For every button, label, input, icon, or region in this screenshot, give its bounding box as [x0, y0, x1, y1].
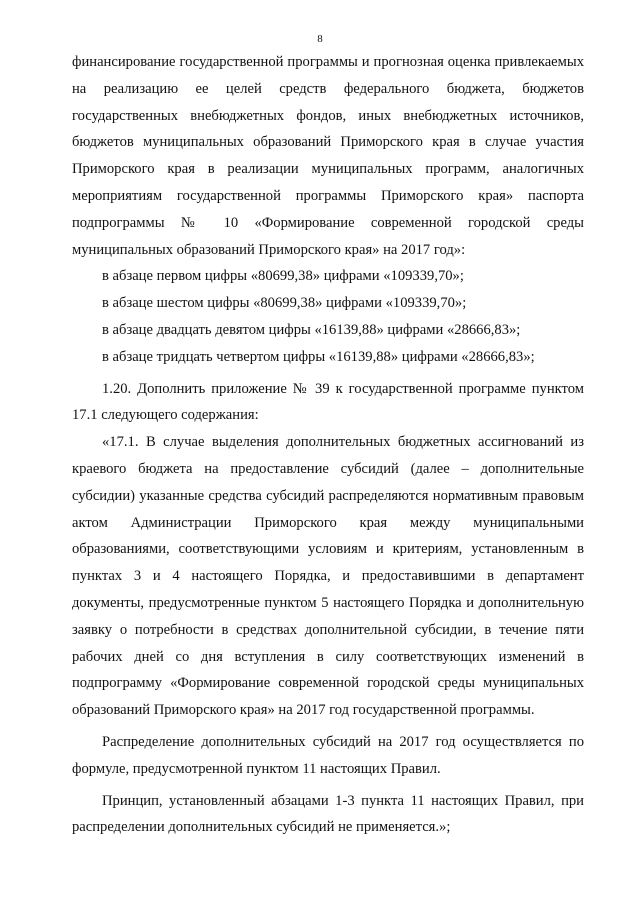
paragraph-abzac-sixth: в абзаце шестом цифры «80699,38» цифрами «109339,70»;: [102, 295, 467, 312]
paragraph-principle: Принцип, установленный абзацами 1-3 пункта 11 настоящих Правил, при распределении дополнительных субсидий не применяется.»;: [72, 792, 584, 836]
page-number: 8: [317, 33, 323, 45]
document-body: [72, 49, 584, 841]
paragraph-item-1-20: 1.20. Дополнить приложение № 39 к государственной программе пунктом 17.1 следующего содержания:: [72, 380, 584, 424]
paragraph-item-17-1: «17.1. В случае выделения дополнительных бюджетных ассигнований из краевого бюджета на предоставление субсидий (далее – дополнительные субсидии) указанные средства субсидий распределяются нормативным правовым актом Администрации Приморского края между муниципальными образованиями, соответствующими условиям и критериям, установленным в пунктах 3 и 4 настоящего Порядка, и предоставившими в департамент документы, предусмотренные пунктом 5 настоящего Порядка и дополнительную заявку о потребности в средствах дополнительной субсидии, в течение пяти рабочих дней со дня вступления в силу соответствующих изменений в подпрограмму «Формирование современной городской среды муниципальных образований Приморского края» на 2017 год государственной программы.: [72, 434, 584, 719]
paragraph-distribution: Распределение дополнительных субсидий на 2017 год осуществляется по формуле, предусмотренной пунктом 11 настоящих Правил.: [72, 733, 584, 777]
paragraph-abzac-thirty-fourth: в абзаце тридцать четвертом цифры «16139,88» цифрами «28666,83»;: [102, 348, 535, 365]
paragraph-abzac-twenty-ninth: в абзаце двадцать девятом цифры «16139,88» цифрами «28666,83»;: [102, 321, 521, 338]
paragraph-abzac-first: в абзаце первом цифры «80699,38» цифрами «109339,70»;: [102, 268, 464, 285]
paragraph-passport-financing: финансирование государственной программы и прогнозная оценка привлекаемых на реализацию ее целей средств федерального бюджета, бюджетов государственных внебюджетных фондов, иных внебюджетных источников, бюджетов муниципальных образований Приморского края в случае участия Приморского края в реализации муниципальных программ, аналогичных мероприятиям государственной программы Приморского края» паспорта подпрограммы № 10 «Формирование современной городской среды муниципальных образований Приморского края» на 2017 год»:: [72, 54, 584, 258]
